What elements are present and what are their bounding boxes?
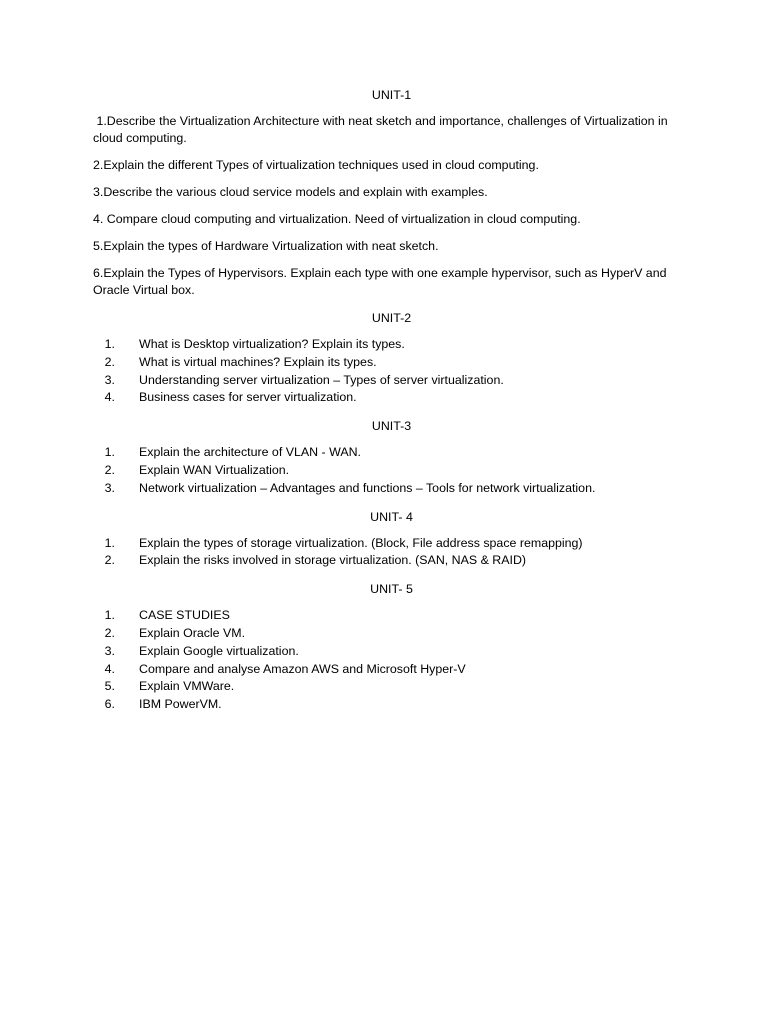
unit-2-heading: UNIT-2 <box>371 311 412 325</box>
list-item-text: Explain Google virtualization. <box>139 643 299 658</box>
list-item-number: 4. <box>104 661 115 676</box>
list-item-text: Network virtualization – Advantages and functions – Tools for network virtualization. <box>139 480 596 495</box>
list-item-text: Explain the architecture of VLAN - WAN. <box>139 445 361 460</box>
list-item-text: Compare and analyse Amazon AWS and Microsoft Hyper-V <box>139 661 466 676</box>
unit-4-section <box>93 508 673 571</box>
list-item <box>93 661 673 679</box>
list-item-text: Explain the risks involved in storage virtualization. (SAN, NAS & RAID) <box>139 553 527 568</box>
unit-1-section <box>93 86 673 299</box>
list-item <box>93 607 673 625</box>
unit-1-question-3: 3.Describe the various cloud service models and explain with examples. <box>93 185 488 199</box>
list-item-text: IBM PowerVM. <box>139 697 222 712</box>
list-item-number: 1. <box>104 337 115 351</box>
unit-2-list <box>93 336 673 407</box>
list-item-text: Understanding server virtualization – Types of server virtualization. <box>139 372 504 387</box>
unit-5-section <box>93 580 673 714</box>
list-item <box>93 372 673 390</box>
list-item <box>93 535 673 553</box>
list-item-text: Explain the types of storage virtualization. (Block, File address space remapping) <box>139 535 583 550</box>
list-item-number: 2. <box>104 354 115 369</box>
list-item <box>93 444 673 462</box>
list-item-number: 5. <box>104 679 115 694</box>
list-item-number: 1. <box>104 608 115 623</box>
list-item-number: 2. <box>104 625 115 640</box>
list-item-number: 3. <box>104 480 115 495</box>
document-content <box>93 86 673 724</box>
unit-4-list <box>93 535 673 571</box>
list-item-number: 6. <box>104 697 115 712</box>
list-item-number: 2. <box>104 462 115 477</box>
list-item-text: Explain VMWare. <box>139 679 235 694</box>
list-item <box>93 552 673 570</box>
list-item <box>93 625 673 643</box>
list-item <box>93 643 673 661</box>
unit-5-heading: UNIT- 5 <box>370 582 413 597</box>
unit-5-list <box>93 607 673 714</box>
unit-1-question-5: 5.Explain the types of Hardware Virtualization with neat sketch. <box>93 239 439 253</box>
list-item-number: 1. <box>104 535 115 550</box>
unit-3-heading: UNIT-3 <box>371 419 412 434</box>
list-item-text: Explain Oracle VM. <box>139 625 246 640</box>
unit-1-question-1: 1.Describe the Virtualization Architecture with neat sketch and importance, challenges of Virtualization in cloud computing. <box>93 114 672 145</box>
list-item-number: 1. <box>104 445 115 460</box>
list-item-number: 3. <box>104 372 115 387</box>
list-item-text: What is Desktop virtualization? Explain its types. <box>139 337 405 351</box>
unit-3-section <box>93 417 673 497</box>
list-item-number: 2. <box>104 553 115 568</box>
list-item <box>93 696 673 714</box>
list-item <box>93 678 673 696</box>
list-item-text: Business cases for server virtualization. <box>139 390 357 405</box>
list-item <box>93 336 673 354</box>
list-item-text: CASE STUDIES <box>139 608 230 623</box>
unit-2-section <box>93 309 673 407</box>
list-item <box>93 462 673 480</box>
list-item <box>93 389 673 407</box>
list-item-number: 4. <box>104 390 115 405</box>
list-item <box>93 354 673 372</box>
list-item-text: Explain WAN Virtualization. <box>139 462 290 477</box>
unit-1-question-2: 2.Explain the different Types of virtualization techniques used in cloud computing. <box>93 158 539 172</box>
unit-1-question-6: 6.Explain the Types of Hypervisors. Explain each type with one example hypervisor, such as HyperV and Oracle Virtual box. <box>93 266 667 297</box>
unit-4-heading: UNIT- 4 <box>370 509 413 524</box>
list-item-number: 3. <box>104 643 115 658</box>
unit-3-list <box>93 444 673 497</box>
list-item-text: What is virtual machines? Explain its types. <box>139 354 377 369</box>
list-item <box>93 480 673 498</box>
unit-1-question-4: 4. Compare cloud computing and virtualization. Need of virtualization in cloud computing. <box>93 212 581 226</box>
unit-1-heading: UNIT-1 <box>371 88 412 102</box>
